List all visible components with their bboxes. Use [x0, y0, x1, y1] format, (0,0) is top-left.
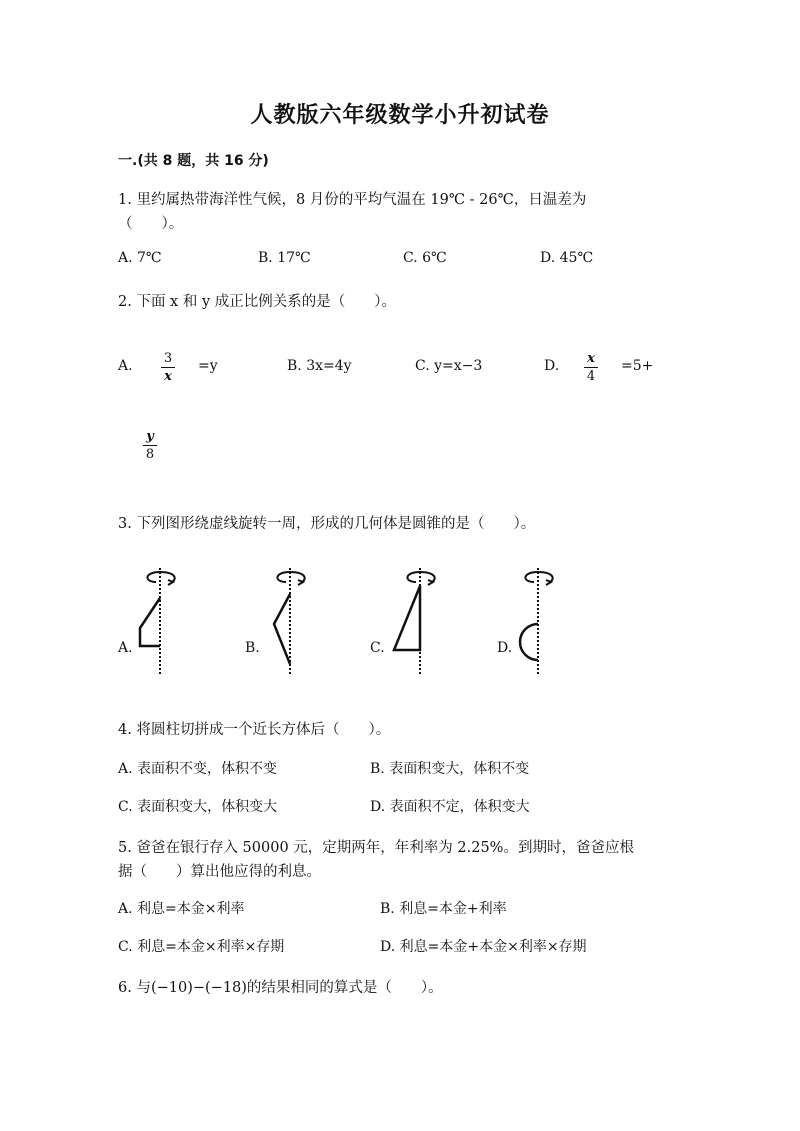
page-title: 人教版六年级数学小升初试卷	[250, 103, 550, 128]
fraction-denominator: x	[164, 369, 172, 384]
question-1-option-d: D. 45℃	[540, 250, 594, 266]
figure-d	[514, 568, 574, 678]
question-3-text: 3. 下列图形绕虚线旋转一周，形成的几何体是圆锥的是（ ）。	[118, 516, 536, 532]
question-1-text-cont: （ ）。	[118, 216, 184, 232]
question-2-option-d-fraction-2	[143, 429, 157, 462]
question-4-option-a: A. 表面积不变，体积不变	[118, 761, 278, 777]
question-2-option-d-rest: =5+	[621, 358, 654, 374]
section-heading: 一.(共 8 题，共 16 分)	[118, 153, 269, 169]
figure-c	[390, 568, 450, 678]
question-1-option-b: B. 17℃	[258, 250, 311, 266]
question-6-text: 6. 与(−10)−(−18)的结果相同的算式是（ ）。	[118, 980, 443, 996]
question-5-text-cont: 据（ ）算出他应得的利息。	[118, 864, 321, 880]
question-2-option-a-label: A.	[118, 358, 133, 374]
figure-a	[130, 568, 190, 678]
fraction-bar	[143, 445, 157, 446]
question-2-option-a-rest: =y	[198, 358, 218, 374]
question-1-text: 1. 里约属热带海洋性气候，8 月份的平均气温在 19℃ - 26℃，日温差为	[118, 192, 587, 208]
question-5-option-d: D. 利息=本金+本金×利率×存期	[380, 939, 587, 955]
question-2-option-a-fraction	[161, 351, 175, 384]
figure-b-label: B.	[245, 640, 260, 656]
question-2-option-d-fraction	[584, 351, 598, 384]
fraction-numerator: 3	[163, 351, 173, 366]
question-1-option-a: A. 7℃	[118, 250, 162, 266]
question-5-option-c: C. 利息=本金×利率×存期	[118, 939, 285, 955]
question-4-text: 4. 将圆柱切拼成一个近长方体后（ ）。	[118, 722, 391, 738]
fraction-bar	[161, 367, 175, 368]
question-5-option-a: A. 利息=本金×利率	[118, 901, 245, 917]
fraction-numerator: y	[146, 429, 154, 444]
figure-b	[266, 568, 326, 678]
figure-d-label: D.	[497, 640, 513, 656]
question-4-option-c: C. 表面积变大，体积变大	[118, 799, 278, 815]
question-2-option-c: C. y=x−3	[415, 358, 483, 374]
question-4-option-b: B. 表面积变大，体积不变	[370, 761, 530, 777]
fraction-numerator: x	[587, 351, 595, 366]
fraction-bar	[584, 367, 598, 368]
question-1-option-c: C. 6℃	[403, 250, 447, 266]
figure-a-label: A.	[118, 640, 133, 656]
figure-c-label: C.	[370, 640, 385, 656]
question-4-option-d: D. 表面积不定，体积变大	[370, 799, 530, 815]
question-5-option-b: B. 利息=本金+利率	[380, 901, 507, 917]
question-2-option-b: B. 3x=4y	[287, 358, 352, 374]
fraction-denominator: 8	[145, 447, 155, 462]
question-5-text: 5. 爸爸在银行存入 50000 元，定期两年，年利率为 2.25%。到期时，爸爸应根	[118, 840, 634, 856]
fraction-denominator: 4	[586, 369, 596, 384]
question-2-text: 2. 下面 x 和 y 成正比例关系的是（ ）。	[118, 294, 396, 310]
question-2-option-d-label: D.	[544, 358, 560, 374]
